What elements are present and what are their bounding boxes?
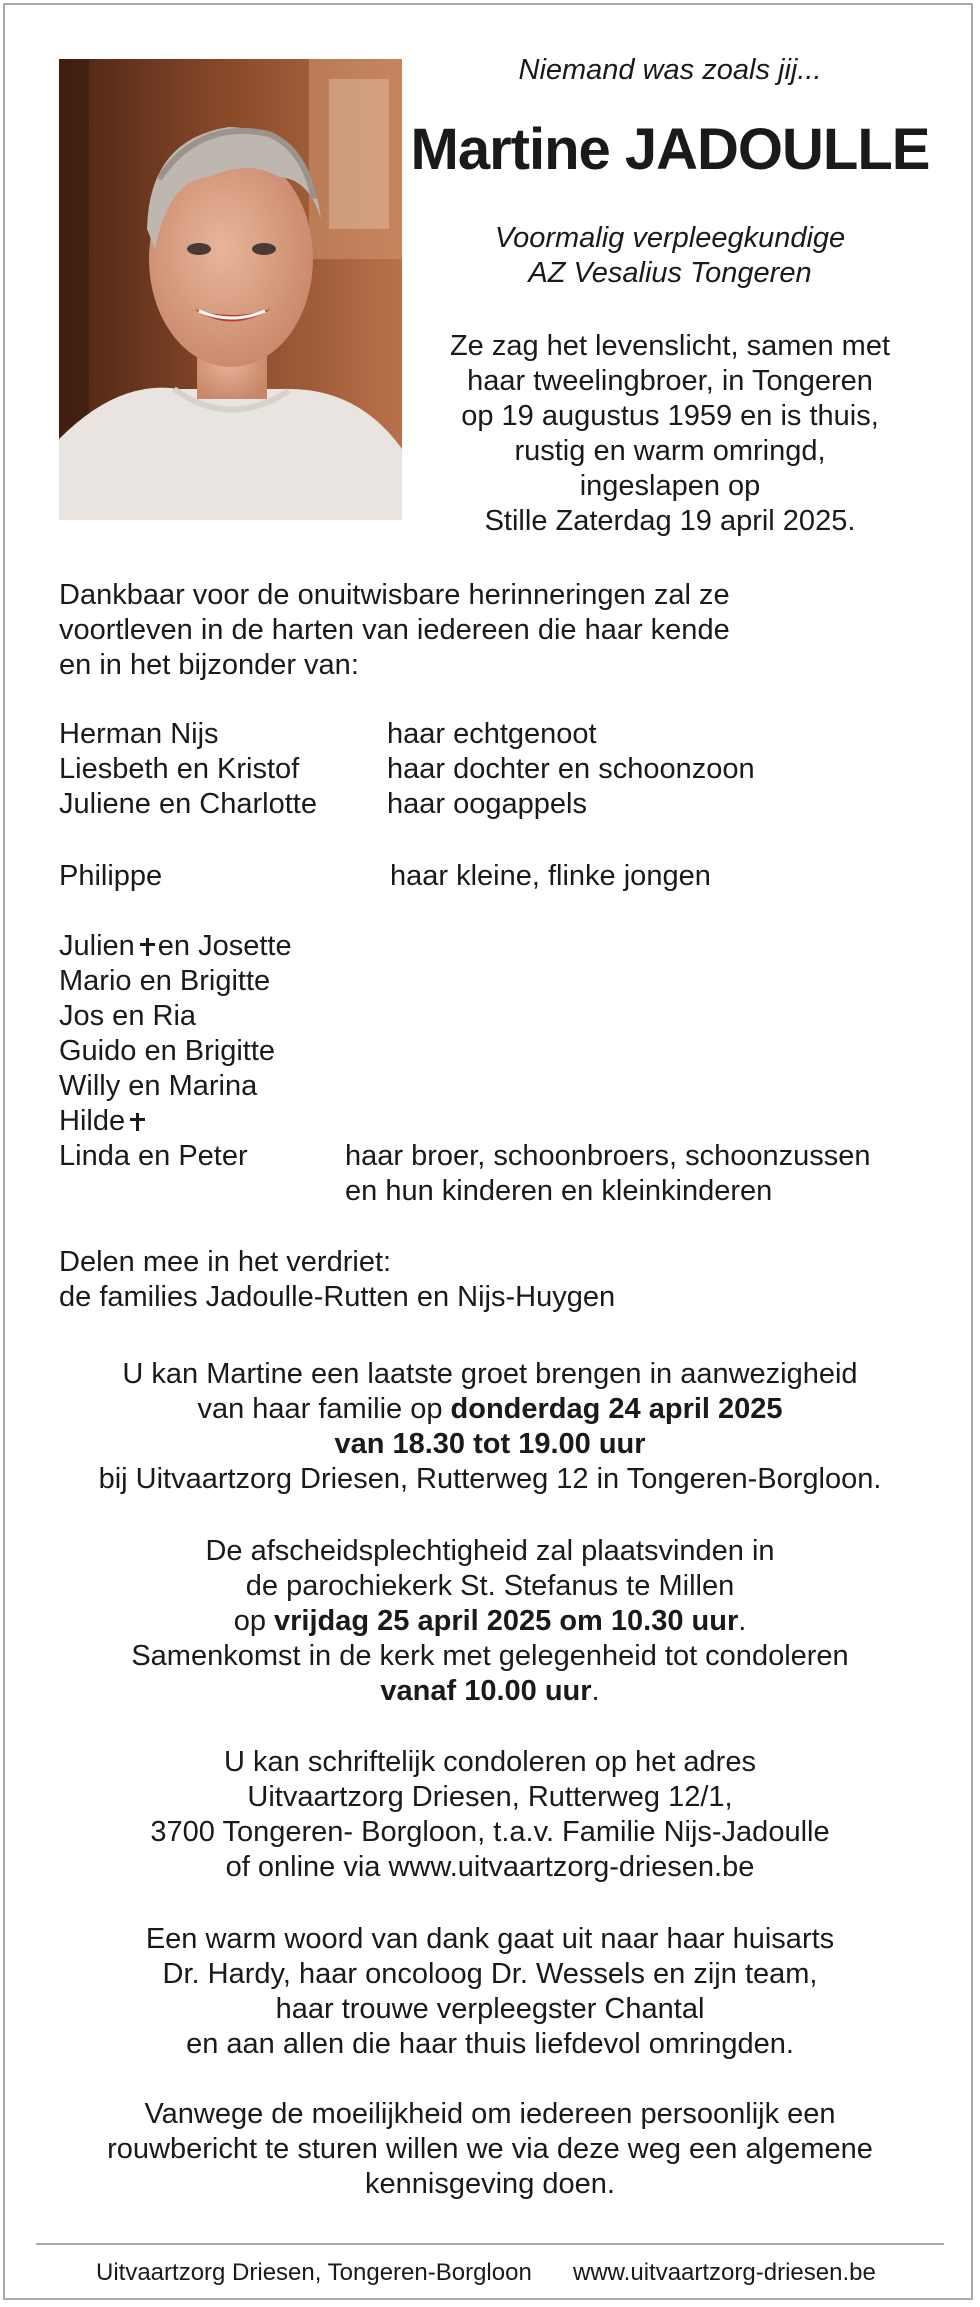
family-role: haar dochter en schoonzoon: [387, 753, 755, 785]
footer-website: www.uitvaartzorg-driesen.be: [573, 2259, 876, 2286]
bio-line: Stille Zaterdag 19 april 2025.: [484, 505, 856, 537]
condolence-start-time: vanaf 10.00 uur: [380, 1675, 592, 1707]
ceremony-line: De afscheidsplechtigheid zal plaatsvinden in: [205, 1535, 775, 1567]
thanks-text: [30, 1922, 950, 2062]
occupation: [402, 221, 938, 291]
intro-line: Dankbaar voor de onuitwisbare herinneringen zal ze: [59, 579, 730, 611]
thanks-line: en aan allen die haar thuis liefdevol omringden.: [186, 2028, 794, 2060]
portrait-photo: [59, 59, 402, 520]
sibling-entry: [59, 1104, 292, 1139]
notice-line: Vanwege de moeilijkheid om iedereen persoonlijk een: [144, 2098, 836, 2130]
ceremony-datetime: vrijdag 25 april 2025 om 10.30 uur: [274, 1605, 739, 1637]
thanks-line: Een warm woord van dank gaat uit naar haar huisarts: [145, 1923, 835, 1955]
bio-line: ingeslapen op: [579, 470, 761, 502]
condolence-info: [30, 1745, 950, 1885]
ceremony-info: [30, 1534, 950, 1709]
footer-undertaker: Uitvaartzorg Driesen, Tongeren-Borgloon: [96, 2259, 532, 2286]
ceremony-line: [30, 1604, 950, 1639]
family-role-philippe: haar kleine, flinke jongen: [390, 860, 711, 892]
visitation-text: van haar familie op: [197, 1393, 451, 1425]
bio-line: rustig en warm omringd,: [514, 435, 826, 467]
sibling-entry: Willy en Marina: [59, 1070, 258, 1102]
visitation-time: van 18.30 tot 19.00 uur: [334, 1428, 646, 1460]
sibling-entry: Linda en Peter: [59, 1140, 248, 1172]
visitation-info: [30, 1357, 950, 1497]
occupation-line: Voormalig verpleegkundige: [494, 222, 846, 254]
condolence-line: of online via www.uitvaartzorg-driesen.be: [225, 1851, 755, 1883]
siblings-role: [345, 1139, 871, 1209]
ceremony-period: .: [591, 1675, 600, 1707]
ceremony-text: op: [233, 1605, 275, 1637]
sibling-entry: Jos en Ria: [59, 1000, 197, 1032]
bio-line: op 19 augustus 1959 en is thuis,: [461, 400, 879, 432]
sibling-name: Hilde: [59, 1105, 126, 1137]
family-name: Liesbeth en Kristof: [59, 753, 300, 785]
sibling-name: Julien: [59, 930, 135, 962]
ceremony-period: .: [738, 1605, 747, 1637]
visitation-line: U kan Martine een laatste groet brengen in aanwezigheid: [122, 1358, 858, 1390]
siblings-role-line: haar broer, schoonbroers, schoonzussen: [345, 1140, 871, 1172]
notice-line: rouwbericht te sturen willen we via deze weg een algemene: [107, 2133, 873, 2165]
sibling-partner: en Josette: [157, 930, 292, 962]
visitation-line: [30, 1392, 950, 1427]
family-name-philippe: Philippe: [59, 860, 163, 892]
thanks-line: Dr. Hardy, haar oncoloog Dr. Wessels en zijn team,: [162, 1958, 818, 1990]
intro-line: voortleven in de harten van iedereen die haar kende: [59, 614, 730, 646]
visitation-location: bij Uitvaartzorg Driesen, Rutterweg 12 in Tongeren-Borgloon.: [98, 1463, 882, 1495]
motto: Niemand was zoals jij...: [518, 54, 822, 86]
ceremony-line: de parochiekerk St. Stefanus te Millen: [245, 1570, 735, 1602]
family-roles-group1: [387, 717, 755, 822]
family-role: haar oogappels: [387, 788, 587, 820]
visitation-date: donderdag 24 april 2025: [450, 1393, 783, 1425]
thanks-line: haar trouwe verpleegster Chantal: [275, 1993, 705, 2025]
portrait-illustration: [59, 59, 402, 520]
cross-icon: [140, 938, 154, 956]
siblings-role-line: en hun kinderen en kleinkinderen: [345, 1175, 773, 1207]
cross-icon: [130, 1113, 144, 1131]
footer-divider: [36, 2243, 944, 2245]
family-role: haar echtgenoot: [387, 718, 597, 750]
intro-text: [59, 578, 730, 683]
family-name: Herman Nijs: [59, 718, 219, 750]
share-grief: [59, 1245, 615, 1315]
notice-line: kennisgeving doen.: [365, 2168, 615, 2200]
sibling-entry: Mario en Brigitte: [59, 965, 271, 997]
general-notice: [30, 2097, 950, 2202]
sibling-entry: Guido en Brigitte: [59, 1035, 276, 1067]
family-names-group1: [59, 717, 317, 822]
share-line: de families Jadoulle-Rutten en Nijs-Huygen: [59, 1281, 616, 1313]
intro-line: en in het bijzonder van:: [59, 649, 359, 681]
biography: [402, 329, 938, 539]
condolence-line: Uitvaartzorg Driesen, Rutterweg 12/1,: [247, 1781, 733, 1813]
siblings-list: [59, 929, 292, 1174]
sibling-entry: [59, 929, 292, 964]
ceremony-line: Samenkomst in de kerk met gelegenheid tot condoleren: [131, 1640, 849, 1672]
family-name: Juliene en Charlotte: [59, 788, 317, 820]
occupation-line: AZ Vesalius Tongeren: [528, 257, 812, 289]
ceremony-line: [30, 1674, 950, 1709]
bio-line: Ze zag het levenslicht, samen met: [449, 330, 891, 362]
condolence-line: U kan schriftelijk condoleren op het adres: [224, 1746, 756, 1778]
condolence-line: 3700 Tongeren- Borgloon, t.a.v. Familie Nijs-Jadoulle: [150, 1816, 830, 1848]
deceased-name: Martine JADOULLE: [410, 117, 930, 182]
share-line: Delen mee in het verdriet:: [59, 1246, 392, 1278]
bio-line: haar tweelingbroer, in Tongeren: [467, 365, 873, 397]
